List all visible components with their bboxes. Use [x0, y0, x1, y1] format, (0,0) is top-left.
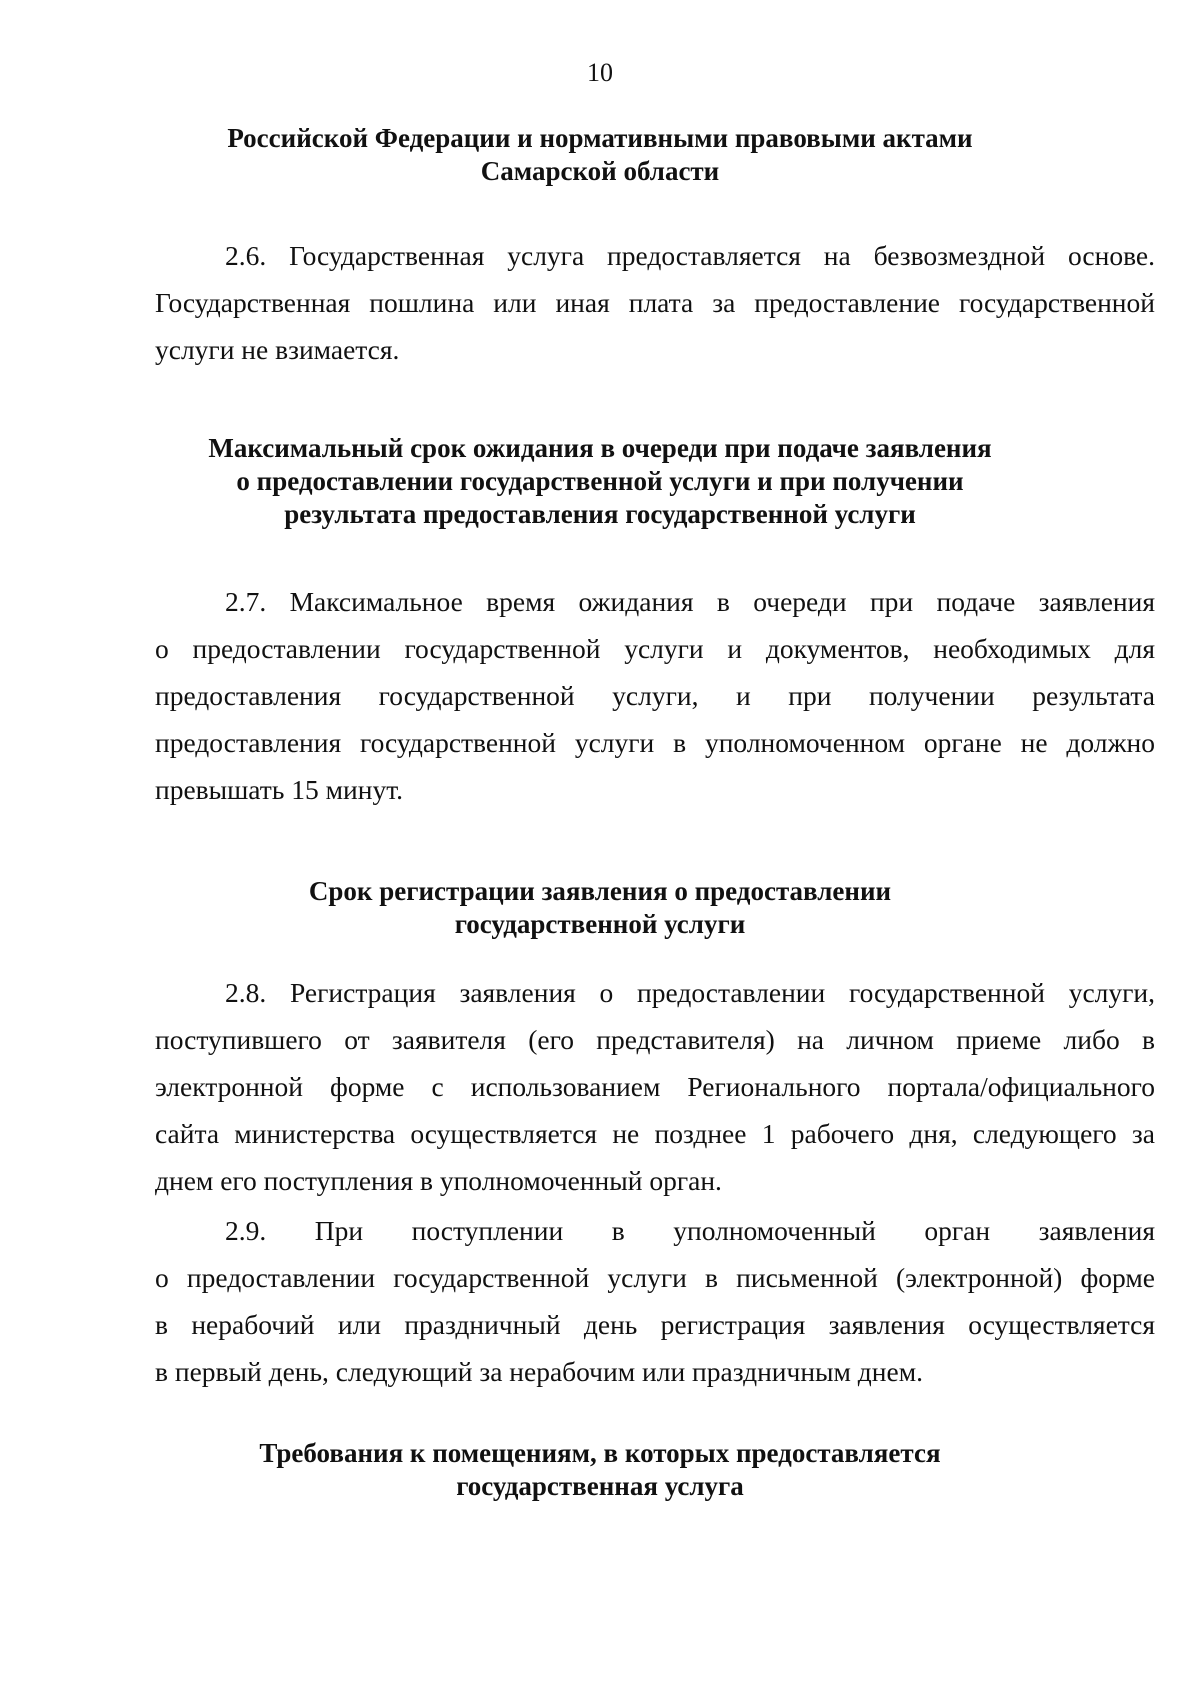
paragraph-line: в первый день, следующий за нерабочим или праздничным днем.: [155, 1356, 923, 1387]
paragraph-line: Государственная пошлина или иная плата за предоставление государственной: [155, 287, 1155, 318]
heading-line: государственной услуги: [454, 909, 746, 939]
paragraph-line: сайта министерства осуществляется не позднее 1 рабочего дня, следующего за: [155, 1118, 1155, 1149]
heading-line: Требования к помещениям, в которых предоставляется: [259, 1438, 941, 1468]
section-heading-premises-requirements: [25, 1437, 1175, 1503]
paragraph-line: превышать 15 минут.: [155, 774, 404, 805]
paragraph-line: услуги не взимается.: [155, 334, 400, 365]
heading-line: результата предоставления государственной услуги: [284, 499, 916, 529]
heading-line: о предоставлении государственной услуги и при получении: [236, 466, 964, 496]
section-heading-legal-acts: [25, 122, 1175, 188]
heading-line: Российской Федерации и нормативными правовыми актами: [227, 123, 973, 153]
heading-line: Максимальный срок ожидания в очереди при подаче заявления: [208, 433, 992, 463]
paragraph-line: предоставления государственной услуги в уполномоченном органе не должно: [155, 727, 1155, 758]
page-number: 10: [587, 58, 613, 87]
heading-line: Самарской области: [480, 156, 720, 186]
paragraph-line: о предоставлении государственной услуги в письменной (электронной) форме: [155, 1262, 1155, 1293]
paragraph-line: 2.9. При поступлении в уполномоченный орган заявления: [225, 1215, 1155, 1246]
paragraph-line: 2.7. Максимальное время ожидания в очереди при подаче заявления: [225, 586, 1155, 617]
section-heading-max-wait-time: [25, 432, 1175, 531]
paragraph-line: 2.8. Регистрация заявления о предоставлении государственной услуги,: [225, 977, 1155, 1008]
section-heading-registration-term: [25, 875, 1175, 941]
heading-line: государственная услуга: [456, 1471, 744, 1501]
paragraph-line: поступившего от заявителя (его представителя) на личном приеме либо в: [155, 1024, 1155, 1055]
heading-line: Срок регистрации заявления о предоставлении: [308, 876, 892, 906]
paragraph-line: 2.6. Государственная услуга предоставляется на безвозмездной основе.: [225, 240, 1155, 271]
paragraph-2-9: [155, 1207, 1155, 1395]
paragraph-2-8: [155, 969, 1155, 1204]
paragraph-line: днем его поступления в уполномоченный орган.: [155, 1165, 722, 1196]
paragraph-line: в нерабочий или праздничный день регистрация заявления осуществляется: [155, 1309, 1155, 1340]
paragraph-line: электронной форме с использованием Регионального портала/официального: [155, 1071, 1155, 1102]
paragraph-2-6: [155, 232, 1155, 373]
paragraph-2-7: [155, 578, 1155, 813]
paragraph-line: о предоставлении государственной услуги и документов, необходимых для: [155, 633, 1155, 664]
paragraph-line: предоставления государственной услуги, и при получении результата: [155, 680, 1155, 711]
